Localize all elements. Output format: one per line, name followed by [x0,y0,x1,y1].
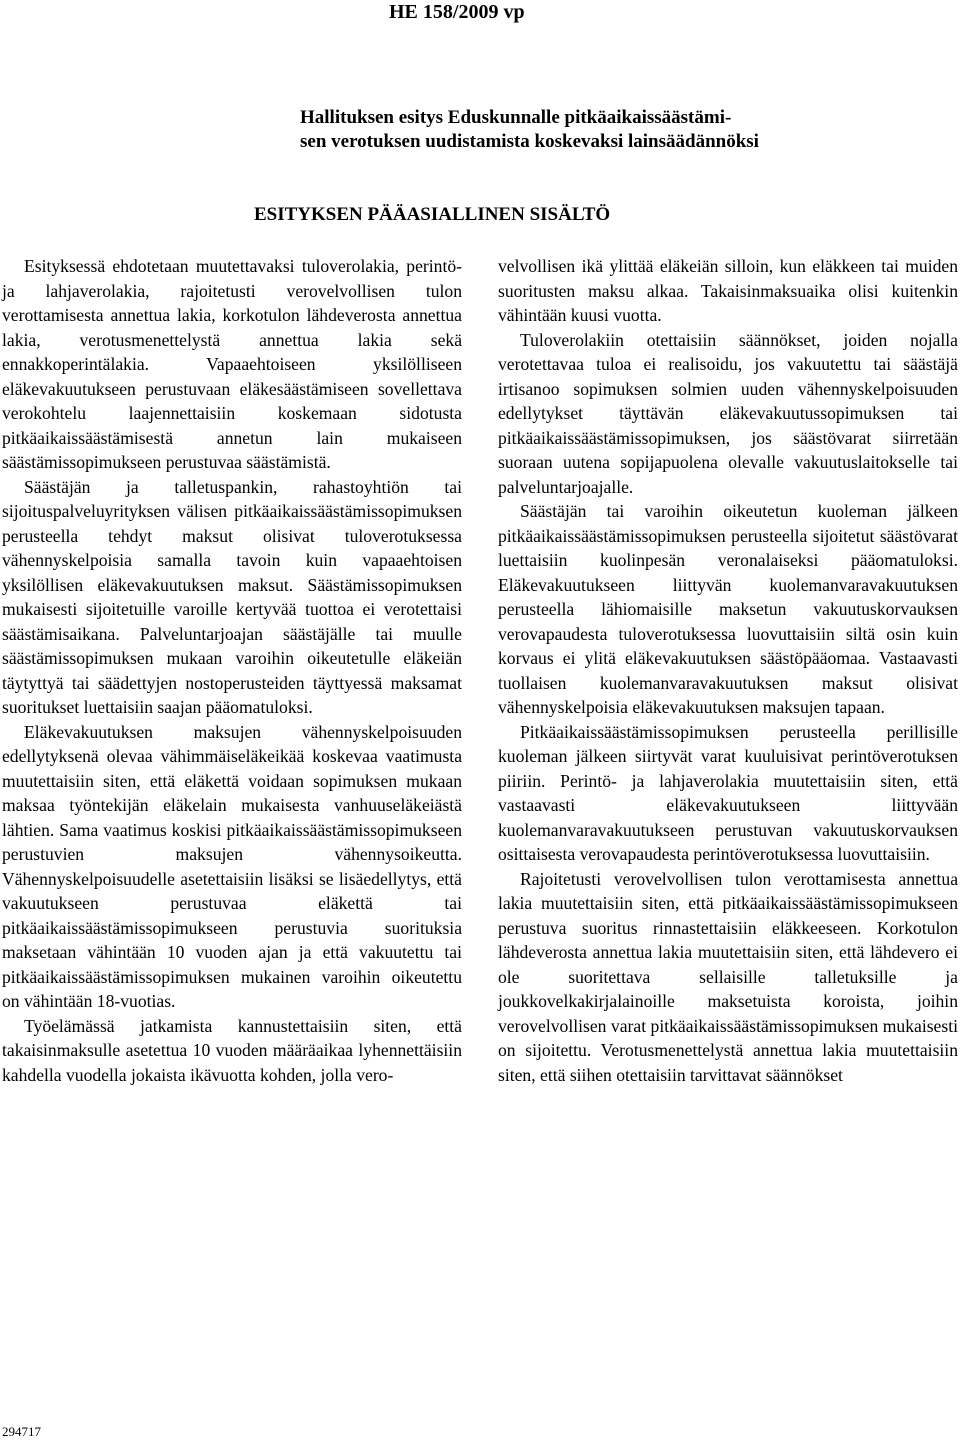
document-id: HE 158/2009 vp [389,1,525,23]
footer-code: 294717 [2,1424,41,1439]
section-heading: ESITYKSEN PÄÄASIALLINEN SISÄLTÖ [254,204,611,225]
paragraph: Tuloverolakiin otettaisiin säännökset, joiden nojalla verotettavaa tuloa ei realisoidu, jos vakuutettu tai säästäjä irtisanoo sopimuksen solmien uuden vähennyskelpoisuuden edellytykset täyttävän eläkevakuutussopimuksen tai pitkäaikaissäästämissopimuksen, jos säästövarat siirretään suoraan uutena sopijapuolena olevalle vakuutuslaitokselle tai palveluntarjoajalle. [498,329,958,497]
paragraph: Esityksessä ehdotetaan muutettavaksi tuloverolakia, perintö- ja lahjaverolakia, rajoitetusti verovelvollisen tulon verottamisesta annettua lakia, korkotulon lähdeverosta annettua lakia, verotusmenettelystä annettua lakia sekä ennakkoperintälakia. Vapaaehtoiseen yksilölliseen eläkevakuutukseen perustuvaan eläkesäästämiseen sovellettava verokohtelu laajennettaisiin koskemaan sidotusta pitkäaikaissäästämisestä annetun lain mukaiseen säästämissopimukseen perustuvaa säästämistä. [2,256,462,472]
title-line-2: sen verotuksen uudistamista koskevaksi lainsäädännöksi [300,131,759,152]
paragraph: Säästäjän ja talletuspankin, rahastoyhtiön tai sijoituspalveluyrityksen välisen pitkäaikaissäästämissopimuksen perusteella tehdyt maksut olisivat tuloverotuksessa vähennyskelpoisia samalla tavoin kuin vapaaehtoisen yksilöllisen eläkevakuutuksen maksut. Säästämissopimuksen mukaisesti sijoitetuille varoille kertyvää tuottoa ei verotettaisi säästämisaikana. Palveluntarjoajan säästäjälle tai muulle säästämissopimuksen mukaan varoihin oikeutetulle eläkeiän täytyttyä tai säädettyjen nostoperusteiden täyttyessä maksamat suoritukset luettaisiin saajan pääomatuloksi. [2,476,462,717]
paragraph: Eläkevakuutuksen maksujen vähennyskelpoisuuden edellytyksenä olevaa vähimmäiseläkeikää koskevaa vaatimusta muutettaisiin siten, että eläkettä voidaan sopimuksen mukaan maksaa työntekijän eläkelain mukaisesta vanhuuseläkeiästä lähtien. Sama vaatimus koskisi pitkäaikaissäästämissopimukseen perustuvien maksujen vähennysoikeutta. Vähennyskelpoisuudelle asetettaisiin lisäksi se lisäedellytys, että vakuutukseen perustuvaa eläkettä tai pitkäaikaissäästämissopimukseen perustuvia suorituksia maksetaan vähintään 10 vuoden ajan ja että vakuutettu tai pitkäaikaissäästämissopimuksen mukainen varoihin oikeutettu on vähintään 18-vuotias. [2,721,462,1011]
paragraph: Työelämässä jatkamista kannustettaisiin siten, että takaisinmaksulle asetettua 10 vuoden määräaikaa lyhennettäisiin kahdella vuodella jokaista ikävuotta kohden, jolla vero- [2,1015,462,1085]
right-column [498,254,958,1087]
left-column [2,254,462,1087]
paragraph: Rajoitetusti verovelvollisen tulon verottamisesta annettua lakia muutettaisiin siten, että pitkäaikaissäästämissopimukseen perustuva suoritus rinnastettaisiin eläkkeeseen. Korkotulon lähdeverosta annettua lakia muutettaisiin siten, että lähdevero ei ole suoritettava sellaisille talletuksille ja joukkovelkakirjalainoille maksetuista koroista, joihin verovelvollisen varat pitkäaikaissäästämissopimuksen mukaisesti on sijoitettu. Verotusmenettelystä annettua lakia muutettaisiin siten, että siihen otettaisiin tarvittavat säännökset [498,868,958,1085]
paragraph: Pitkäaikaissäästämissopimuksen perusteella perillisille kuoleman jälkeen siirtyvät varat kuuluisivat perintöverotuksen piiriin. Perintö- ja lahjaverolakia muutettaisiin siten, että vastaavasti eläkevakuutukseen liittyvään kuolemanvaravakuutukseen perustuvan vakuutuskorvauksen osittaisesta verovapaudesta perintöverotuksessa luovuttaisiin. [498,721,958,864]
title-line-1: Hallituksen esitys Eduskunnalle pitkäaikaissäästämi- [300,107,732,128]
paragraph: velvollisen ikä ylittää eläkeiän silloin, kun eläkkeen tai muiden suoritusten maksu alkaa. Takaisinmaksuaika olisi kuitenkin vähintään kuusi vuotta. [498,256,958,325]
paragraph: Säästäjän tai varoihin oikeutetun kuoleman jälkeen pitkäaikaissäästämissopimuksen perusteella sijoitetut säästövarat luettaisiin kuolinpesän veronalaiseksi pääomatuloksi. Eläkevakuutukseen liittyvän kuolemanvaravakuutuksen perusteella lähiomaisille maksetun vakuutuskorvauksen verovapaudesta tuloverotuksessa luovuttaisiin siltä osin kuin korvaus ei ylitä eläkevakuutuksen säästöpääomaa. Vastaavasti tuollaisen kuolemanvaravakuutuksen maksut olisivat vähennyskelpoisia eläkevakuutuksen maksujen tapaan. [498,501,958,717]
document-title [300,106,958,154]
